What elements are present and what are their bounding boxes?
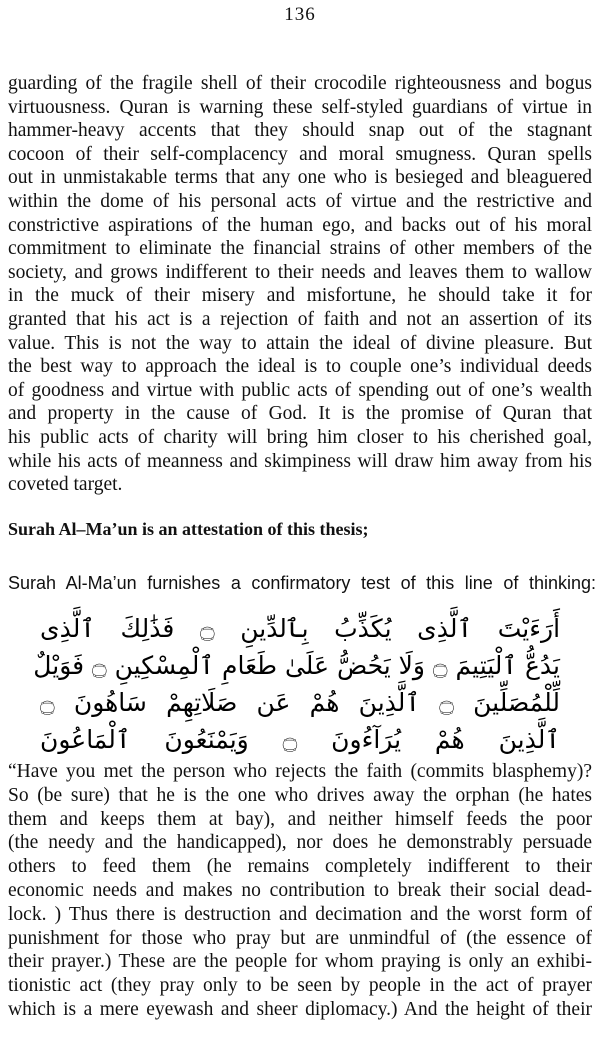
text-line: virtuousness. Quran is warning these self-styled guardians of virtue in	[8, 96, 592, 118]
text-line: coveted target.	[8, 474, 123, 496]
arabic-verse-line: لِّلْمُصَلِّينَ ۝ ٱلَّذِينَ هُمْ عَن صَلَاتِهِمْ سَاهُونَ ۝	[40, 688, 560, 717]
text-line: which is a mere eyewash and sheer diplomacy.) And the height of their	[8, 999, 592, 1020]
text-line: tionistic act (they pray only to be seen by people in the act of prayer	[8, 975, 592, 997]
section-heading: Surah Al–Ma’un is an attestation of this thesis;	[8, 519, 369, 539]
text-line: out in unmistakable terms that any one who is besieged and bleaguered	[8, 167, 592, 189]
text-line: guarding of the fragile shell of their crocodile righteousness and bogus	[8, 73, 592, 94]
arabic-verse-line: أَرَءَيْتَ ٱلَّذِى يُكَذِّبُ بِٱلدِّينِ ۝ فَذَٰلِكَ ٱلَّذِى	[40, 614, 561, 643]
arabic-verse-line: ٱلَّذِينَ هُمْ يُرَآءُونَ ۝ وَيَمْنَعُونَ ٱلْمَاعُونَ	[40, 725, 560, 754]
text-line: (the needy and the handicapped), nor does he demonstrably persuade	[8, 832, 592, 854]
arabic-verse-block	[33, 610, 561, 758]
text-line: constrictive aspirations of the human ego, and backs out of his moral	[8, 214, 592, 236]
text-line: value. This is not the way to attain the ideal of divine pleasure. But	[8, 332, 592, 354]
text-line: economic needs and makes no contribution to break their social dead-	[8, 880, 592, 901]
text-line: the best way to approach the ideal is to couple one’s individual deeds	[8, 356, 592, 378]
text-line: punishment for those who pray but are unmindful of (the essence of	[8, 927, 592, 949]
text-line: society, and grows indifferent to their needs and leaves them to wallow	[8, 261, 592, 283]
text-line: others to feed them (he remains completely indifferent to their	[8, 856, 592, 878]
arabic-verse-line: يَدُعُّ ٱلْيَتِيمَ ۝ وَلَا يَحُضُّ عَلَىٰ طَعَامِ ٱلْمِسْكِينِ ۝ فَوَيْلٌ	[33, 651, 560, 680]
text-line: granted that his act is a rejection of faith and not an assertion of its	[8, 309, 592, 330]
text-line: commitment to eliminate the financial strains of other members of the	[8, 238, 592, 260]
text-line: while his acts of meanness and skimpiness will draw him away from his	[8, 450, 592, 472]
text-line: within the dome of his personal acts of virtue and the restrictive and	[8, 191, 592, 212]
text-line: in the muck of their misery and misfortune, he should take it for	[8, 285, 592, 307]
text-line: So (be sure) that he is the one who drives away the orphan (he hates	[8, 784, 592, 806]
text-line: of goodness and virtue with public acts of spending out of one’s wealth	[8, 379, 592, 401]
page-number: 136	[284, 4, 316, 25]
text-line: their prayer.) These are the people for whom praying is only an exhibi-	[8, 951, 592, 973]
text-line: them and keeps them at bay), and neither himself feeds the poor	[8, 808, 592, 830]
text-line: his public acts of charity will bring him closer to his cherished goal,	[8, 427, 592, 448]
text-line: cocoon of their self-complacency and moral smugness. Quran spells	[8, 143, 592, 165]
intro-line: Surah Al-Ma’un furnishes a confirmatory test of this line of thinking:	[8, 573, 596, 593]
text-line: hammer-heavy accents that they should snap out of the stagnant	[8, 120, 592, 142]
text-line: “Have you met the person who rejects the faith (commits blasphemy)?	[8, 761, 592, 782]
text-line: and property in the cause of God. It is the promise of Quran that	[8, 403, 592, 425]
text-line: lock. ) Thus there is destruction and decimation and the worst form of	[8, 903, 592, 925]
